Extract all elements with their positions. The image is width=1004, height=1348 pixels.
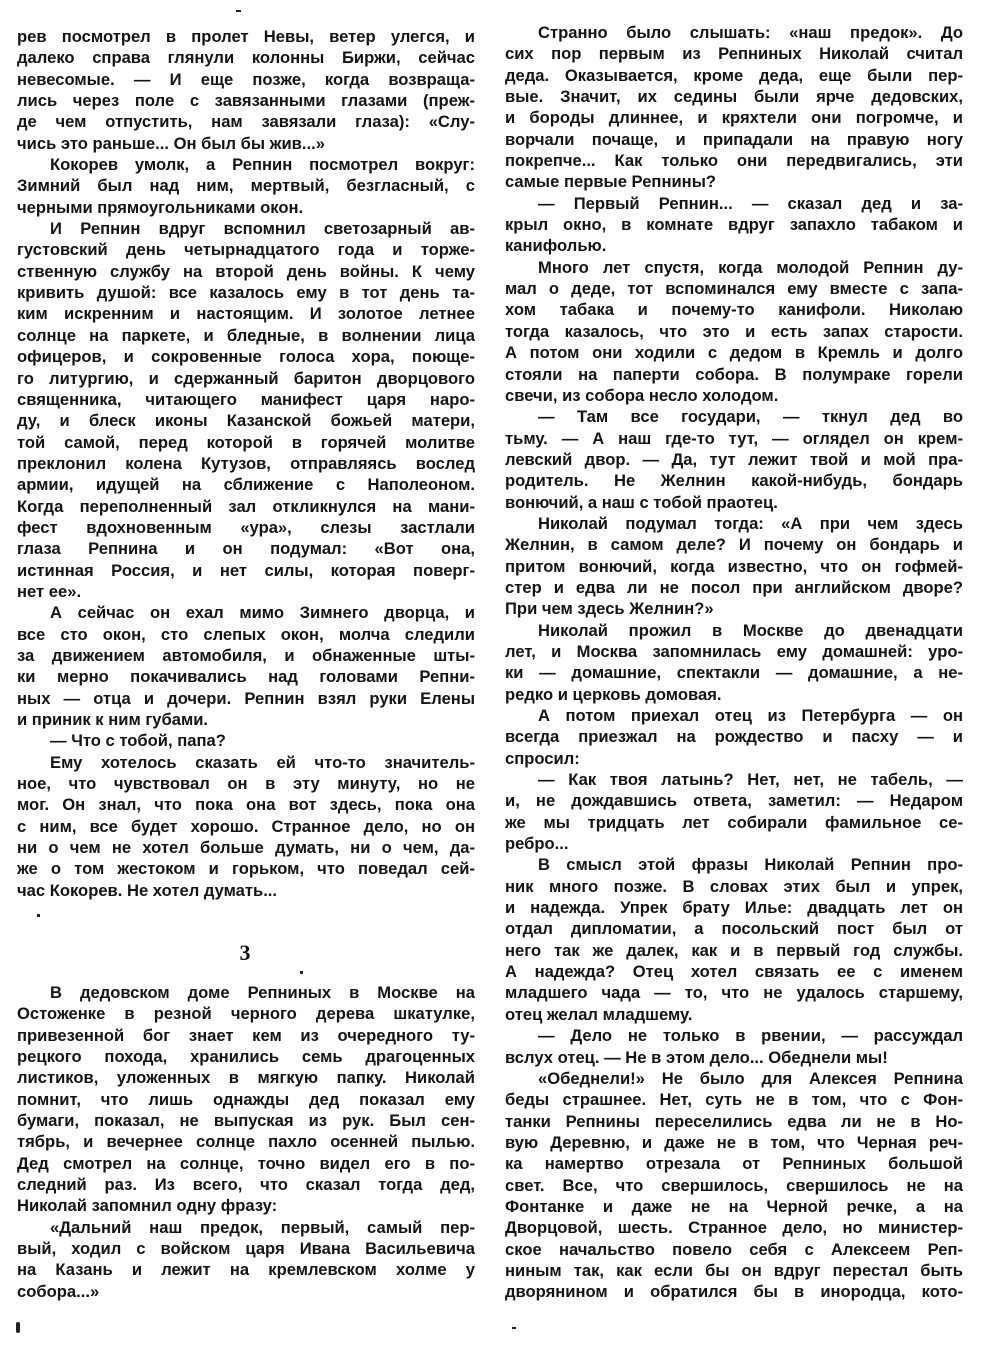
text-line: беды страшнее. Нет, суть не в том, что с Фон- <box>505 1090 963 1110</box>
text-line: ка намертво отрезала от Репниных большой <box>505 1154 963 1174</box>
text-line: собора...» <box>17 1281 100 1301</box>
text-line: Кокорев умолк, а Репнин посмотрел вокруг: <box>50 155 475 175</box>
text-line: тогда казалось, что это и есть запах старости. <box>505 321 963 341</box>
text-line: вонючий, а наш с тобой праотец. <box>505 492 778 512</box>
text-line: канифолью. <box>505 236 607 256</box>
text-line: — Как твоя латынь? Нет, нет, не табель, — <box>538 770 963 790</box>
section-number-heading: 3 <box>239 940 251 965</box>
text-line: Странно было слышать: «наш предок». До <box>538 23 963 42</box>
text-line: далеко справа глянули колонны Биржи, сейчас <box>17 48 475 68</box>
text-line: за движением автомобиля, и обнаженные шты- <box>17 645 475 665</box>
paragraph <box>505 513 963 620</box>
text-line: го литургию, и сдержанный баритон дворцового <box>17 368 475 388</box>
text-line: и приник к ним губами. <box>17 710 209 729</box>
text-line: глаза Репнина и он подумал: «Вот она, <box>17 539 475 559</box>
paragraph <box>17 730 475 751</box>
text-line: ду, и блеск иконы Казанской божьей матери, <box>17 411 475 431</box>
text-line: младшего чада — то, что не удалось старшему, <box>505 983 963 1003</box>
text-line: ственную службу на второй день войны. К чему <box>17 261 475 281</box>
text-line: истинная Россия, и нет силы, которая поверг- <box>17 560 475 580</box>
text-line: солнце на паркете, и бледные, в волнении лица <box>17 325 475 345</box>
text-line: и бороды длиннее, и кряхтели они погромче, и <box>505 108 963 128</box>
text-line: Николай подумал тогда: «А при чем здесь <box>538 513 963 533</box>
text-line: ребро... <box>505 834 569 854</box>
scan-speck <box>300 971 303 974</box>
text-line: лет, и Москва запомнилась ему домашней: уро- <box>505 641 963 661</box>
text-line: ким искренним и настоящим. И золотое летнее <box>17 304 475 324</box>
scan-speck <box>512 1327 516 1329</box>
text-line: вый, ходил с войском царя Ивана Васильевича <box>17 1239 475 1259</box>
paragraph <box>17 218 475 602</box>
text-line: танки Репнины переселились едва ли не в Но- <box>505 1111 963 1131</box>
text-line: спросил: <box>505 748 580 768</box>
paragraph <box>505 257 963 406</box>
paragraph <box>17 1217 475 1302</box>
text-line: него так же далек, как и в первый год службы. <box>505 940 963 960</box>
text-line: Остоженке в резной черного дерева шкатулке, <box>17 1004 475 1024</box>
paragraph <box>17 602 475 730</box>
text-line: покрепче... Как только они передвигались, эти <box>505 151 963 171</box>
text-line: хом табака и почему-то канифоли. Николаю <box>505 300 963 320</box>
text-line: на Казань и лежит на кремлевском холме у <box>17 1260 475 1280</box>
text-line: Ему хотелось сказать ей что-то значитель- <box>50 752 475 772</box>
text-line: — Что с тобой, папа? <box>50 731 226 751</box>
text-line: Николай прожил в Москве до двенадцати <box>538 620 963 640</box>
text-line: родитель. Не Желнин какой-нибудь, бондарь <box>505 471 963 491</box>
text-line: густовский день четырнадцатого года и торже- <box>17 240 475 260</box>
paragraph <box>505 1025 963 1068</box>
text-line: вую Деревню, и даже не в том, что Черная реч- <box>505 1132 963 1152</box>
text-line: — Там все государи, — ткнул дед во <box>538 407 963 427</box>
paragraph <box>17 982 475 1217</box>
left-column-top <box>17 26 475 901</box>
text-line: кривить душой: все казалось ему в тот день та- <box>17 283 475 303</box>
text-line: ниным так, как если бы он вдруг перестал быть <box>505 1260 963 1280</box>
paragraph <box>505 854 963 1025</box>
text-line: крыл окно, в комнате вдруг запахло табаком и <box>505 215 963 235</box>
text-line: всегда приезжал на рождество и пасху — и <box>505 727 963 747</box>
text-line: отдал дипломатии, а посольский пост был от <box>505 919 963 939</box>
text-line: все сто окон, сто слепых окон, молча следили <box>17 624 475 644</box>
text-line: свечи, из собора несло холодом. <box>505 385 779 405</box>
text-line: Фонтанке и даже не на Черной речке, а на <box>505 1196 963 1216</box>
paragraph <box>505 1068 963 1303</box>
paragraph <box>17 154 475 218</box>
text-line: Дед смотрел на солнце, точно видел его в по- <box>17 1153 475 1173</box>
paragraph <box>17 26 475 154</box>
paragraph <box>505 769 963 854</box>
text-line: «Обеднели!» Не было для Алексея Репнина <box>538 1068 963 1088</box>
text-line: Много лет спустя, когда молодой Репнин ду- <box>538 257 963 277</box>
text-line: де чем отпустить, нам завязали глаза): «Слу- <box>17 112 475 132</box>
text-line: ных — отца и дочери. Репнин взял руки Елены <box>17 688 475 708</box>
text-line: бумаги, показал, не выпуская из рук. Был сен- <box>17 1111 475 1131</box>
text-line: невесомые. — И еще позже, когда возвраща- <box>17 69 475 89</box>
text-line: и надежда. Упрек брату Илье: двадцать лет он <box>505 898 963 918</box>
text-line: И Репнин вдруг вспомнил светозарный ав- <box>50 219 475 239</box>
text-line: черными прямоугольниками окон. <box>17 197 304 217</box>
text-line: чись это раньше... Он был бы жив...» <box>17 133 325 153</box>
text-line: армии, идущей на сближение с Наполеоном. <box>17 475 475 495</box>
scan-speck <box>16 1322 20 1333</box>
text-line: дворянином и обратился бы в инородца, кото- <box>505 1282 963 1302</box>
text-line: привезенной бог знает кем из очередного ту- <box>17 1025 475 1045</box>
text-line: нет ее». <box>17 581 82 601</box>
text-line: фест вдохновенным «ура», слезы застлали <box>17 517 475 537</box>
paragraph <box>505 193 963 257</box>
text-line: При чем здесь Желнин?» <box>505 599 714 619</box>
text-line: А надежда? Отец хотел связать ее с именем <box>505 962 963 982</box>
text-line: офицеров, и сокровенные голоса хора, поюще- <box>17 347 475 367</box>
text-line: мог. Он знал, что пока она вот здесь, пока она <box>17 795 475 815</box>
paragraph <box>505 406 963 513</box>
text-line: Зимний был над ним, мертвый, безгласный, с <box>17 176 475 196</box>
text-line: ное, что чувствовал он в эту минуту, но не <box>17 774 475 794</box>
text-line: той самой, перед которой в горячей молитве <box>17 432 475 452</box>
paragraph <box>505 620 963 705</box>
text-line: лись через поле с завязанными глазами (преж- <box>17 91 475 111</box>
text-line: В смысл этой фразы Николай Репнин про- <box>538 855 963 875</box>
text-line: «Дальний наш предок, первый, самый пер- <box>50 1217 475 1237</box>
text-line: вслух отец. — Не в этом дело... Обеднели мы! <box>505 1047 888 1067</box>
scan-speck <box>37 914 40 917</box>
text-line: притом вонючий, когда известно, что он гофмей- <box>505 556 963 576</box>
text-line: свет. Все, что свершилось, свершилось не на <box>505 1175 963 1195</box>
text-line: преклонил колена Кутузов, отправляясь вослед <box>17 453 475 473</box>
text-line: В дедовском доме Репниных в Москве на <box>50 983 475 1002</box>
right-column <box>505 22 963 1303</box>
text-line: ское начальство повело себя с Алексеем Реп- <box>505 1239 963 1259</box>
text-line: и, не дождавшись ответа, заметил: — Недаром <box>505 791 963 811</box>
text-line: Желнин, в самом деле? И почему он бондарь и <box>505 535 963 555</box>
text-line: — Первый Репнин... — сказал дед и за- <box>538 193 963 213</box>
text-line: ник много позже. В словах этих был и упрек, <box>505 876 963 896</box>
text-line: Николай запомнил одну фразу: <box>17 1196 278 1216</box>
text-line: стояли на паперти собора. В полумраке горели <box>505 364 963 384</box>
text-line: стер и едва ли не посол при английском дворе? <box>505 577 963 597</box>
text-line: сих пор первым из Репниных Николай считал <box>505 44 963 64</box>
text-line: рецкого похода, хранились семь драгоценных <box>17 1047 475 1067</box>
text-line: левский двор. — Да, тут лежит твой и мой пра- <box>505 449 963 469</box>
text-line: отец желал младшему. <box>505 1004 693 1024</box>
text-line: вые. Значит, их седины были ярче дедовских, <box>505 87 963 107</box>
text-line: тьму. — А наш где-то тут, — оглядел он крем- <box>505 428 963 448</box>
text-line: мал о деде, тот вспоминался ему вместе с запа- <box>505 279 963 299</box>
text-line: деда. Оказывается, кроме деда, еще были пер- <box>505 65 963 85</box>
paragraph <box>17 752 475 901</box>
text-line: редко и церковь домовая. <box>505 684 722 704</box>
text-line: ки — домашние, спектакли — домашние, а не- <box>505 663 963 683</box>
text-line: с ним, все будет хорошо. Странное дело, но он <box>17 816 475 836</box>
text-line: самые первые Репнины? <box>505 172 717 192</box>
text-line: Дворцовой, шесть. Странное дело, но министер- <box>505 1218 963 1238</box>
scan-speck <box>236 10 241 12</box>
left-column-bottom <box>17 982 475 1302</box>
text-line: — Дело не только в рвении, — рассуждал <box>538 1026 963 1046</box>
text-line: же мы тридцать лет собирали фамильное се- <box>505 812 963 832</box>
text-line: ки мерно покачивались над головами Репни- <box>17 667 475 687</box>
text-line: священника, читающего манифест царя наро- <box>17 389 475 409</box>
text-line: тябрь, и вечернее солнце пахло осенней пылью. <box>17 1132 475 1152</box>
text-line: листиков, уложенных в мягкую папку. Николай <box>17 1068 475 1088</box>
text-line: час Кокорев. Не хотел думать... <box>17 880 278 900</box>
text-line: Когда переполненный зал откликнулся на мани- <box>17 496 475 516</box>
text-line: помнит, что лишь однажды дед показал ему <box>17 1089 475 1109</box>
text-line: А потом они ходили с дедом в Кремль и долго <box>505 343 963 363</box>
text-line: А потом приехал отец из Петербурга — он <box>538 706 963 725</box>
text-line: следний раз. Из всего, что сказал тогда дед, <box>17 1175 475 1195</box>
paragraph <box>505 705 963 769</box>
text-line: А сейчас он ехал мимо Зимнего дворца, и <box>50 603 475 623</box>
text-line: ворчали почаще, и припадали на правую ногу <box>505 129 963 149</box>
paragraph <box>505 22 963 193</box>
text-line: рев посмотрел в пролет Невы, ветер улегся, и <box>17 27 475 46</box>
text-line: ни о чем не хотел больше думать, ни о чем, да- <box>17 838 475 858</box>
text-line: же о том жестоком и горьком, что поведал сей- <box>17 859 475 879</box>
